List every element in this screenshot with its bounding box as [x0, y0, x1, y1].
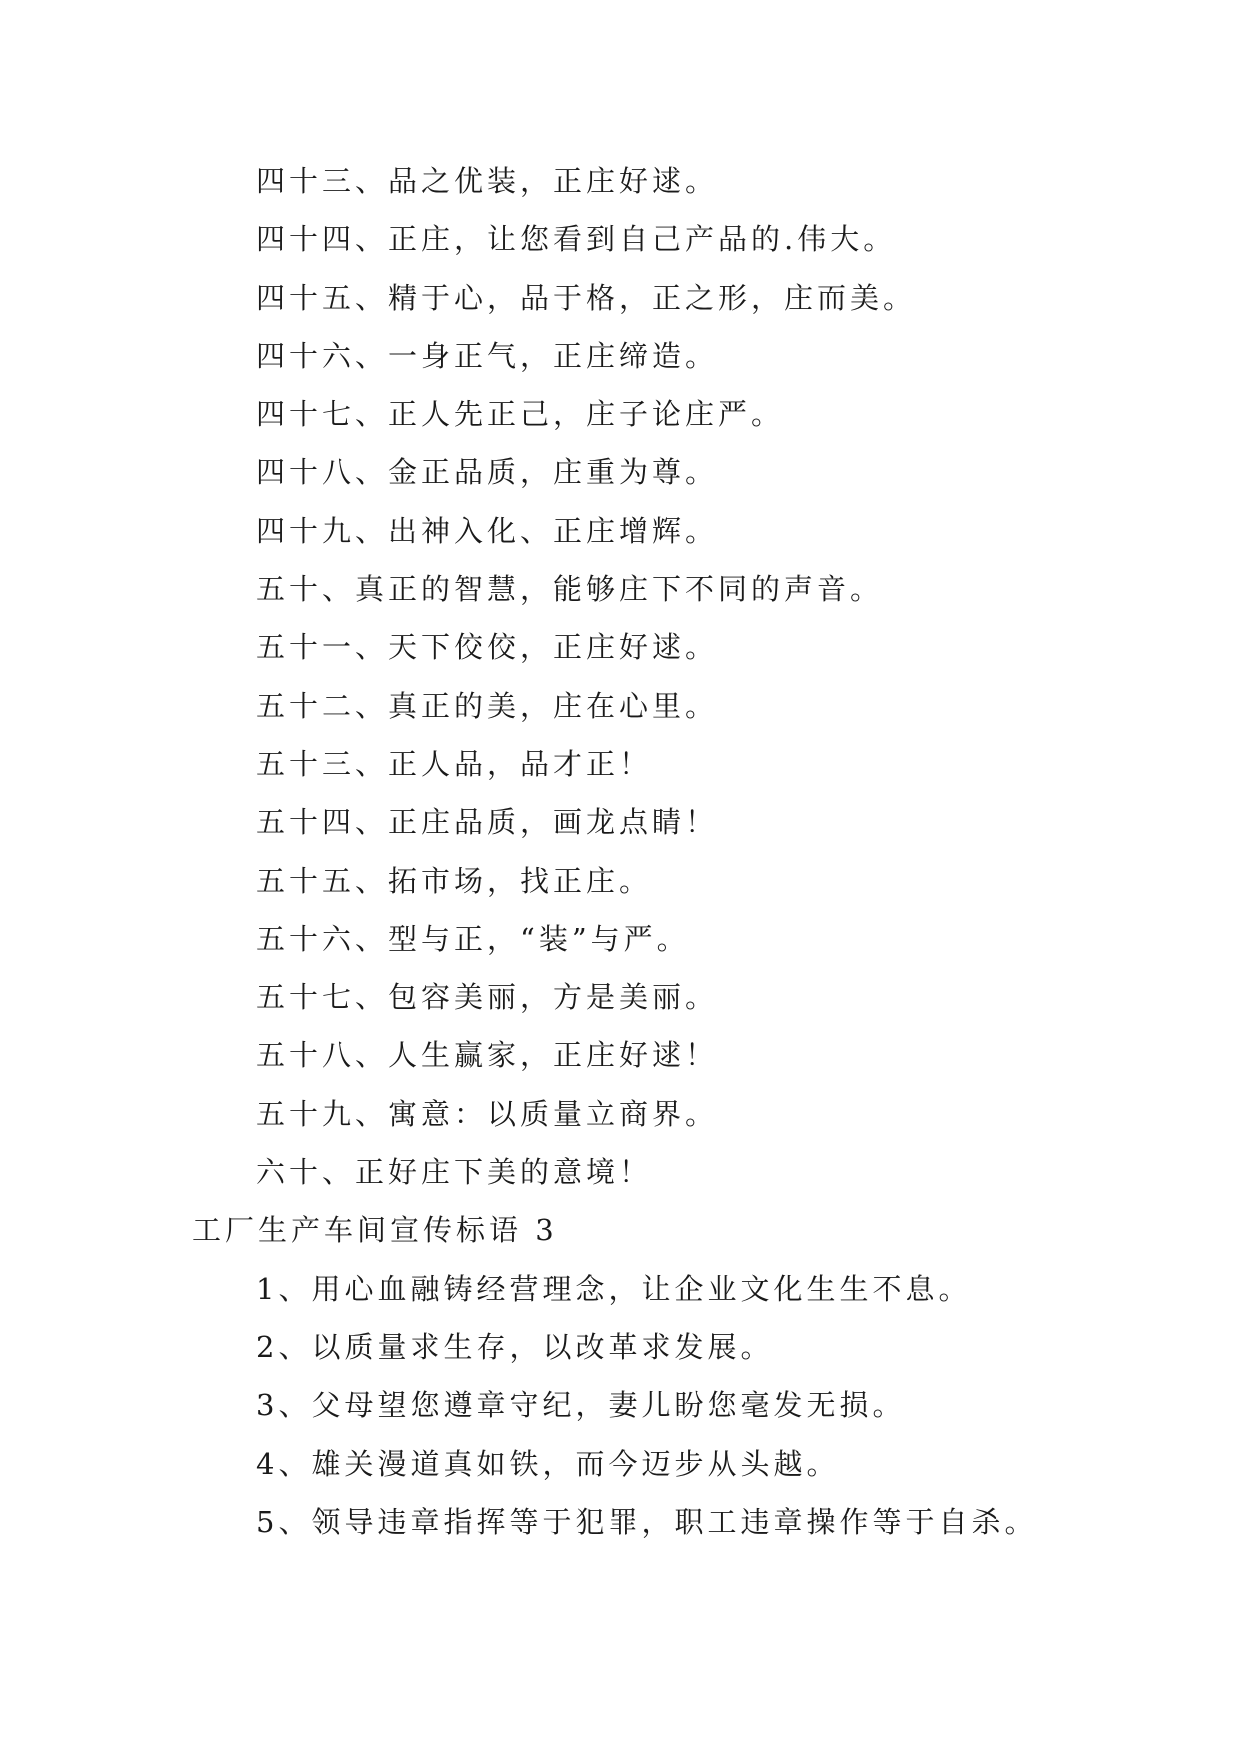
- section-heading: 工厂生产车间宣传标语 3: [192, 1213, 558, 1248]
- list-item: 4、雄关漫道真如铁，而今迈步从头越。: [256, 1446, 840, 1481]
- list-item: 四十六、一身正气，正庄缔造。: [256, 338, 719, 373]
- slogan-list-part1: [192, 152, 1092, 1201]
- list-item: 四十八、金正品质，庄重为尊。: [256, 455, 719, 490]
- list-item: 四十四、正庄，让您看到自己产品的.伟大。: [256, 222, 897, 257]
- list-item: 五十九、寓意：以质量立商界。: [256, 1096, 719, 1131]
- list-item: 五十一、天下佼佼，正庄好逑。: [256, 630, 719, 665]
- list-item: 五十二、真正的美，庄在心里。: [256, 688, 719, 723]
- list-item: 四十九、出神入化、正庄增辉。: [256, 513, 719, 548]
- list-item: 五十六、型与正，“装”与严。: [256, 921, 690, 956]
- list-item: 六十、正好庄下美的意境！: [256, 1155, 653, 1190]
- list-item: 四十五、精于心，品于格，正之形，庄而美。: [256, 280, 917, 315]
- list-item: 1、用心血融铸经营理念，让企业文化生生不息。: [256, 1271, 972, 1306]
- document-body: [192, 152, 1092, 1551]
- list-item: 2、以质量求生存，以改革求发展。: [256, 1329, 774, 1364]
- list-item: 四十三、品之优装，正庄好逑。: [256, 164, 719, 198]
- list-item: 五十四、正庄品质，画龙点睛！: [256, 805, 719, 840]
- list-item: 五十、真正的智慧，能够庄下不同的声音。: [256, 572, 884, 607]
- list-item: 五十七、包容美丽，方是美丽。: [256, 980, 719, 1015]
- list-item: 五十五、拓市场，找正庄。: [256, 863, 653, 898]
- list-item: 四十七、正人先正己，庄子论庄严。: [256, 397, 785, 432]
- slogan-list-part2: [192, 1260, 1092, 1551]
- list-item: 五十三、正人品，品才正！: [256, 746, 653, 781]
- list-item: 五十八、人生赢家，正庄好逑！: [256, 1038, 719, 1073]
- list-item: 3、父母望您遵章守纪，妻儿盼您毫发无损。: [256, 1388, 906, 1423]
- list-item: 5、领导违章指挥等于犯罪，职工违章操作等于自杀。: [256, 1504, 1038, 1539]
